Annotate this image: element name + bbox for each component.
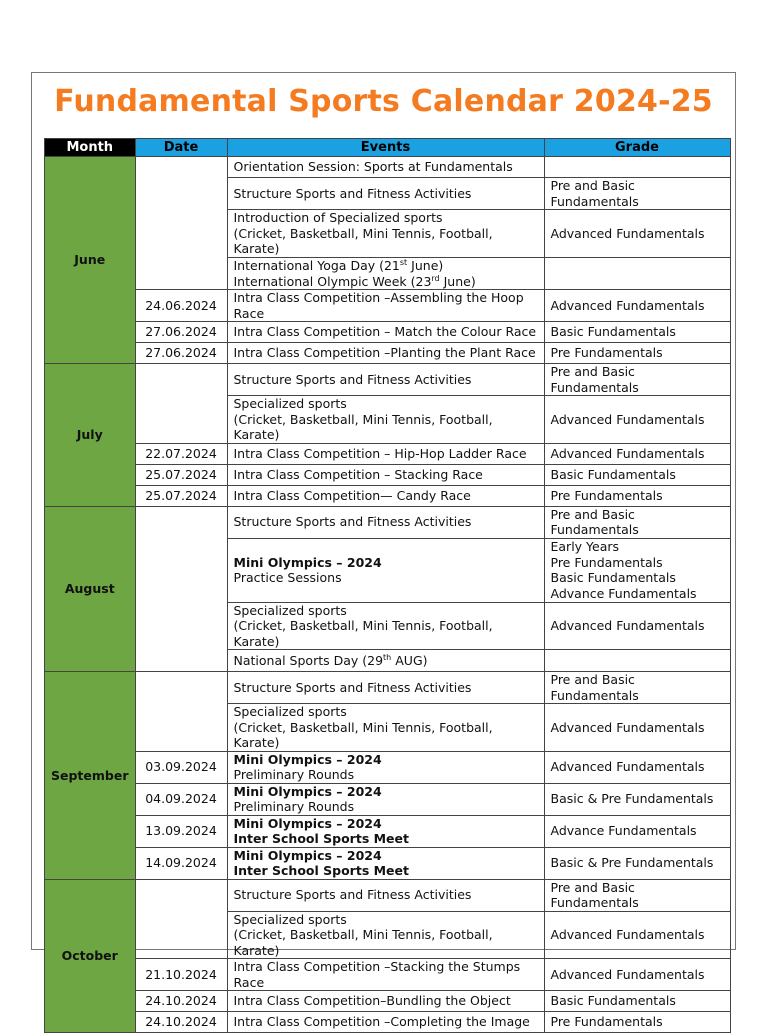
event-line: Race xyxy=(233,305,265,321)
event-cell: Intra Class Competition – Hip-Hop Ladder Race xyxy=(227,443,544,464)
date-cell: 27.06.2024 xyxy=(135,322,227,343)
event-cell xyxy=(227,815,544,847)
month-cell-august: August xyxy=(45,506,136,672)
event-cell: Intra Class Competition – Stacking Race xyxy=(227,464,544,485)
month-cell-june: June xyxy=(45,157,136,364)
table-row xyxy=(45,751,731,783)
event-line: Specialized sports xyxy=(233,396,347,411)
grade-cell: Advanced Fundamentals xyxy=(544,290,730,322)
event-cell: Intra Class Competition–Bundling the Object xyxy=(227,991,544,1012)
event-line: (Cricket, Basketball, Mini Tennis, Football, Karate) xyxy=(233,719,493,750)
event-line: International Yoga Day (21st June) xyxy=(233,257,444,273)
date-cell xyxy=(135,879,227,959)
date-cell: 24.10.2024 xyxy=(135,1012,227,1033)
event-cell: Intra Class Competition – Match the Colour Race xyxy=(227,322,544,343)
table-row xyxy=(45,959,731,991)
event-line: (Cricket, Basketball, Mini Tennis, Football, Karate) xyxy=(233,618,493,649)
grade-cell: Basic Fundamentals xyxy=(544,322,730,343)
grade-cell: Pre and Basic Fundamentals xyxy=(544,672,730,704)
event-line: Intra Class Competition –Assembling the Hoop xyxy=(233,290,524,305)
grade-cell: Basic & Pre Fundamentals xyxy=(544,847,730,879)
event-cell xyxy=(227,258,544,290)
event-line: (Cricket, Basketball, Mini Tennis, Football, Karate) xyxy=(233,927,493,958)
table-row xyxy=(45,322,731,343)
table-row xyxy=(45,991,731,1012)
grade-cell xyxy=(544,157,730,178)
table-row xyxy=(45,290,731,322)
event-cell xyxy=(227,911,544,959)
event-line: Preliminary Rounds xyxy=(233,767,355,782)
event-cell xyxy=(227,602,544,650)
event-line: Mini Olympics – 2024 xyxy=(233,783,382,799)
event-cell: Intra Class Competition— Candy Race xyxy=(227,485,544,506)
table-row xyxy=(45,815,731,847)
grade-cell: Advanced Fundamentals xyxy=(544,396,730,444)
event-line: (Cricket, Basketball, Mini Tennis, Football, xyxy=(233,225,493,241)
event-line: Introduction of Specialized sports xyxy=(233,210,443,226)
date-cell xyxy=(135,364,227,444)
event-line: Mini Olympics – 2024 xyxy=(233,554,382,570)
date-cell: 21.10.2024 xyxy=(135,959,227,991)
event-cell: Orientation Session: Sports at Fundamentals xyxy=(227,157,544,178)
header-date: Date xyxy=(135,139,227,157)
date-cell xyxy=(135,506,227,672)
table-row xyxy=(45,1012,731,1033)
date-cell xyxy=(135,157,227,290)
grade-cell: Basic & Pre Fundamentals xyxy=(544,783,730,815)
event-line: Inter School Sports Meet xyxy=(233,831,409,846)
event-cell xyxy=(227,396,544,444)
event-line: Karate) xyxy=(233,241,280,257)
table-row xyxy=(45,364,731,396)
grade-cell: Pre and Basic Fundamentals xyxy=(544,506,730,538)
month-cell-july: July xyxy=(45,364,136,507)
date-cell: 24.10.2024 xyxy=(135,991,227,1012)
event-line: (Cricket, Basketball, Mini Tennis, Football, Karate) xyxy=(233,411,493,442)
event-cell: Structure Sports and Fitness Activities xyxy=(227,879,544,911)
event-line: Practice Sessions xyxy=(233,570,342,585)
table-header-row xyxy=(45,139,731,157)
page-title: Fundamental Sports Calendar 2024-25 xyxy=(54,84,713,119)
event-cell xyxy=(227,783,544,815)
event-cell xyxy=(227,210,544,258)
event-line: Specialized sports xyxy=(233,911,347,927)
grade-cell: Advanced Fundamentals xyxy=(544,210,730,258)
month-cell-october: October xyxy=(45,879,136,1033)
grade-line: Advance Fundamentals xyxy=(550,585,697,601)
grade-cell: Pre Fundamentals xyxy=(544,1012,730,1033)
grade-cell: Pre Fundamentals xyxy=(544,343,730,364)
date-cell: 13.09.2024 xyxy=(135,815,227,847)
grade-cell: Pre Fundamentals xyxy=(544,485,730,506)
table-row xyxy=(45,464,731,485)
event-cell: Structure Sports and Fitness Activities xyxy=(227,506,544,538)
grade-cell: Pre and Basic Fundamentals xyxy=(544,879,730,911)
grade-cell: Advanced Fundamentals xyxy=(544,959,730,991)
date-cell xyxy=(135,672,227,752)
event-cell: Structure Sports and Fitness Activities xyxy=(227,672,544,704)
grade-line: Pre Fundamentals xyxy=(550,554,663,570)
date-cell: 04.09.2024 xyxy=(135,783,227,815)
header-month: Month xyxy=(45,139,136,157)
event-line: Specialized sports xyxy=(233,704,347,719)
event-cell: Structure Sports and Fitness Activities xyxy=(227,364,544,396)
table-row xyxy=(45,443,731,464)
grade-cell: Advanced Fundamentals xyxy=(544,602,730,650)
event-cell xyxy=(227,704,544,752)
grade-cell: Advanced Fundamentals xyxy=(544,704,730,752)
date-cell: 03.09.2024 xyxy=(135,751,227,783)
grade-cell: Advanced Fundamentals xyxy=(544,443,730,464)
event-line: Preliminary Rounds xyxy=(233,799,355,814)
date-cell: 25.07.2024 xyxy=(135,485,227,506)
event-cell xyxy=(227,538,544,602)
sports-calendar-table xyxy=(44,138,731,1033)
table-row xyxy=(45,485,731,506)
grade-cell: Advanced Fundamentals xyxy=(544,911,730,959)
event-cell xyxy=(227,751,544,783)
table-row xyxy=(45,672,731,704)
header-events: Events xyxy=(227,139,544,157)
table-row xyxy=(45,343,731,364)
date-cell: 14.09.2024 xyxy=(135,847,227,879)
date-cell: 27.06.2024 xyxy=(135,343,227,364)
date-cell: 24.06.2024 xyxy=(135,290,227,322)
table-row xyxy=(45,879,731,911)
grade-line: Basic Fundamentals xyxy=(550,570,676,585)
date-cell: 25.07.2024 xyxy=(135,464,227,485)
table-row xyxy=(45,506,731,538)
table-row xyxy=(45,783,731,815)
grade-cell: Pre and Basic Fundamentals xyxy=(544,364,730,396)
event-cell xyxy=(227,847,544,879)
event-line: Specialized sports xyxy=(233,602,347,618)
grade-cell: Pre and Basic Fundamentals xyxy=(544,178,730,210)
event-cell: National Sports Day (29th AUG) xyxy=(227,650,544,672)
grade-cell: Basic Fundamentals xyxy=(544,991,730,1012)
event-line: Mini Olympics – 2024 xyxy=(233,847,382,863)
grade-cell: Basic Fundamentals xyxy=(544,464,730,485)
header-grade: Grade xyxy=(544,139,730,157)
grade-cell: Advanced Fundamentals xyxy=(544,751,730,783)
grade-line: Early Years xyxy=(550,539,620,554)
grade-cell: Advance Fundamentals xyxy=(544,815,730,847)
event-cell: Intra Class Competition –Completing the Image xyxy=(227,1012,544,1033)
event-line: Race xyxy=(233,974,265,990)
event-line: Intra Class Competition –Stacking the Stumps xyxy=(233,959,521,974)
date-cell: 22.07.2024 xyxy=(135,443,227,464)
grade-cell xyxy=(544,538,730,602)
event-cell: Intra Class Competition –Planting the Plant Race xyxy=(227,343,544,364)
event-line: International Olympic Week (23rd June) xyxy=(233,273,476,289)
month-cell-september: September xyxy=(45,672,136,880)
event-cell: Structure Sports and Fitness Activities xyxy=(227,178,544,210)
event-cell xyxy=(227,290,544,322)
table-row xyxy=(45,847,731,879)
grade-cell xyxy=(544,258,730,290)
table-row xyxy=(45,157,731,178)
grade-cell xyxy=(544,650,730,672)
event-line: Mini Olympics – 2024 xyxy=(233,815,382,831)
event-line: Inter School Sports Meet xyxy=(233,863,409,878)
event-line: Mini Olympics – 2024 xyxy=(233,751,382,767)
event-cell xyxy=(227,959,544,991)
